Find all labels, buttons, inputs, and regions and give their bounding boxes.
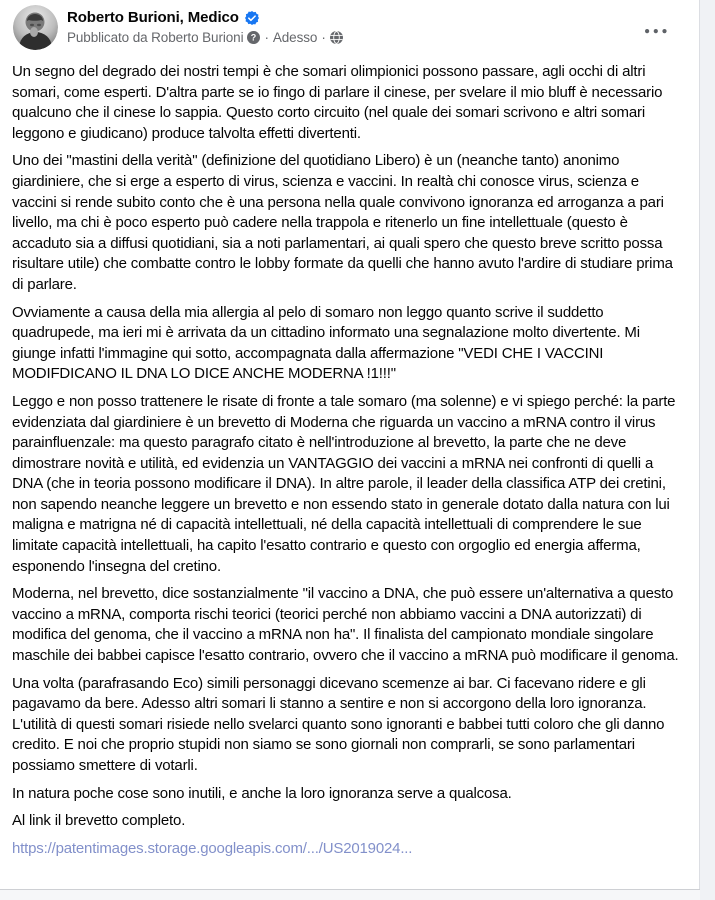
post-paragraph: Leggo e non posso trattenere le risate di fronte a tale somaro (ma solenne) e vi spiego perché: la parte evidenziata dal giardiniere è un brevetto di Moderna che riguarda un vaccino a mRNA contro il virus parainfluenzale: ma questo paragrafo citato è nell'introduzione al brevetto, la parte che ne deve dimostrare novità e utilità, ed evidenzia un VANTAGGIO dei vaccini a mRNA nei confronti di quelli a DNA (che in teoria possono modificare il DNA). In altre parole, il leader della classifica ATP dei cretini, non sapendo neanche leggere un brevetto e non essendo stato in generale dotato dalla natura con lui maligna e matrigna né di capacità intellettuali, né della capacità intellettuali di comprendere le sue limitate capacità intellettuali, ha capito l'esatto contrario e questo con orgoglio ed energia afferma, esponendo l'insegna del cretino. [12,392,676,575]
post-meta-row [67,30,641,45]
more-options-button[interactable] [641,15,671,45]
attachment-divider [0,889,700,900]
patent-url-link[interactable]: https://patentimages.storage.googleapis.com/.../US2019024... [12,839,413,857]
byline-link[interactable]: Pubblicato da Roberto Burioni [67,30,244,45]
post-paragraph: Moderna, nel brevetto, dice sostanzialmente "il vaccino a DNA, che può essere un'alternativa a questo vaccino a mRNA, comporta rischi teorici (teorici perché non abbiamo vaccini a DNA autorizzati) di modifica del genoma, che il vaccino a mRNA non ha". Il finalista del campionato mondiale singolare maschile dei babbei capisce l'esatto contrario, ovvero che il vaccino a mRNA può modificare il genoma. [12,585,679,665]
post-paragraph: In natura poche cose sono inutili, e anche la loro ignoranza serve a qualcosa. [12,784,512,802]
page-name-link[interactable]: Roberto Burioni, Medico [67,9,239,26]
post-paragraph: Uno dei "mastini della verità" (definizione del quotidiano Libero) è un (neanche tanto) anonimo giardiniere, che si erge a esperto di virus, scienza e vaccini. In realtà chi conosce virus, scienza e vaccini si rende subito conto che è una persona nella quale convivono ignoranza ed arroganza a pari livello, ma chi è poco esperto può cadere nella trappola e ritenerlo un fine intellettuale (questo è accaduto sia a diffusi quotidiani, sia a noti parlamentari, ai quali spero che questo breve scritto possa risultare utile) che combatte contro le lobby formate da quelli che hanno avuto l'ardire di studiare prima di parlare. [12,152,673,293]
post-link-row [12,839,687,860]
meta-separator: · [321,30,326,45]
post-text [0,54,699,859]
avatar[interactable] [13,5,58,50]
verified-badge-icon [245,11,259,25]
post-paragraph: Al link il brevetto completo. [12,812,186,830]
avatar-photo [13,5,58,50]
three-dots-icon [645,28,667,34]
header-meta [67,5,641,45]
question-circle-icon[interactable] [247,31,260,44]
meta-separator: · [264,30,269,45]
svg-text:?: ? [251,32,257,43]
post-paragraph: Una volta (parafrasando Eco) simili personaggi dicevano scemenze ai bar. Ci facevano ridere e gli pagavamo da bere. Adesso altri somari li stanno a sentire e non si accorgono della loro ignoranza. L'utilità di questi somari risiede nello svelarci quanto sono ignoranti e babbei tutti coloro che gli danno credito. E noi che proprio stupidi non siamo se sono giornali non comprarli, se sono parlamentari possiamo smettere di votarli. [12,674,665,774]
globe-icon [330,31,343,44]
timestamp-link[interactable]: Adesso [272,30,318,45]
post-paragraph: Ovviamente a causa della mia allergia al pelo di somaro non leggo quanto scrive il suddetto quadrupede, ma ieri mi è arrivata da un cittadino informato una segnalazione molto divertente. Mi giunge infatti l'immagine qui sotto, accompagnata dalla affermazione "VEDI CHE I VACCINI MODIFDICANO IL DNA LO DICE ANCHE MODERNA !1!!!" [12,303,640,383]
name-row [67,5,641,26]
post-paragraph: Un segno del degrado dei nostri tempi è che somari olimpionici possono passare, agli occhi di altri somari, come esperti. D'altra parte se io fingo di parlare il cinese, per svelare il mio bluff è necessario qualcuno che il cinese lo sappia. Questo corto circuito (nel quale dei somari scrivono e altri somari leggono e giudicano) produce talvolta effetti divertenti. [12,63,663,142]
post-header [0,0,699,54]
